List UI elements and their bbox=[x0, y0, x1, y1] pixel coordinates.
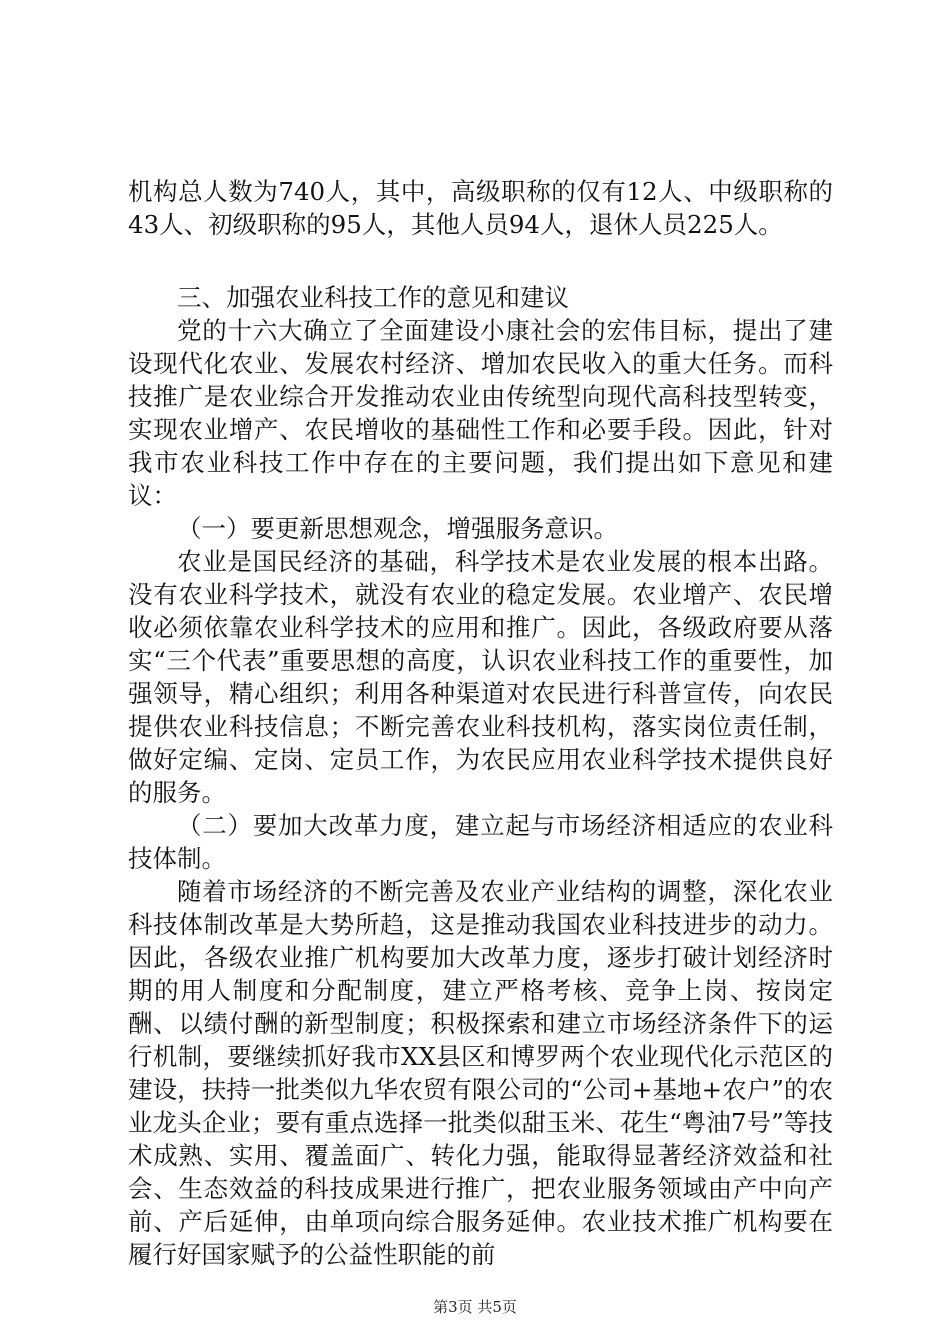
document-body bbox=[128, 175, 833, 1271]
paragraph-1: 农业是国民经济的基础，科学技术是农业发展的根本出路。没有农业科学技术，就没有农业的稳定发展。农业增产、农民增收必须依靠农业科学技术的应用和推广。因此，各级政府要从落实“三个代表”重要思想的高度，认识农业科技工作的重要性，加强领导，精心组织；利用各种渠道对农民进行科普宣传，向农民提供农业科技信息；不断完善农业科技机构，落实岗位责任制，做好定编、定岗、定员工作，为农民应用农业科学技术提供良好的服务。 bbox=[128, 547, 833, 807]
paragraph-2: 随着市场经济的不断完善及农业产业结构的调整，深化农业科技体制改革是大势所趋，这是推动我国农业科技进步的动力。因此，各级农业推广机构要加大改革力度，逐步打破计划经济时期的用人制度和分配制度，建立严格考核、竞争上岗、按岗定酬、以绩付酬的新型制度；积极探索和建立市场经济条件下的运行机制，要继续抓好我市XX县区和博罗两个农业现代化示范区的建设，扶持一批类似九华农贸有限公司的“公司+基地+农户”的农业龙头企业；要有重点选择一批类似甜玉米、花生“粤油7号”等技术成熟、实用、覆盖面广、转化力强，能取得显著经济效益和社会、生态效益的科技成果进行推广，把农业服务领域由产中向产前、产后延伸，由单项向综合服务延伸。农业技术推广机构要在履行好国家赋予的公益性职能的前 bbox=[128, 877, 833, 1269]
subheading-1: （一）要更新思想观念，增强服务意识。 bbox=[177, 514, 618, 543]
subheading-2: （二）要加大改革力度，建立起与市场经济相适应的农业科技体制。 bbox=[128, 811, 833, 873]
paragraph-gap bbox=[128, 241, 833, 281]
section-heading-3: 三、加强农业科技工作的意见和建议 bbox=[177, 283, 569, 312]
paragraph-intro: 党的十六大确立了全面建设小康社会的宏伟目标，提出了建设现代化农业、发展农村经济、增加农民收入的重大任务。而科技推广是农业综合开发推动农业由传统型向现代高科技型转变，实现农业增产、农民增收的基础性工作和必要手段。因此，针对我市农业科技工作中存在的主要问题，我们提出如下意见和建议： bbox=[128, 316, 833, 510]
page-footer: 第3页 共5页 bbox=[433, 1298, 517, 1316]
paragraph-staff-count: 机构总人数为740人，其中，高级职称的仅有12人、中级职称的43人、初级职称的95人，其他人员94人，退休人员225人。 bbox=[128, 177, 833, 239]
